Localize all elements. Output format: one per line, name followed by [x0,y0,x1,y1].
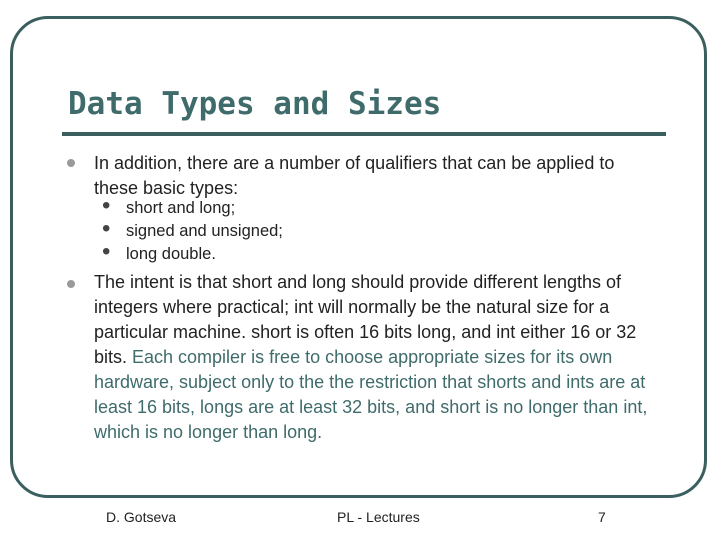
point-2-plain: The intent is that short and long should provide different lengths of integers where practical; int will normally be the natural size for a particular machine. short is often 16 bits long, and int either 16 or 32 bits. [94,272,637,367]
bullet-1-icon [67,159,75,167]
sub-bullet-icon: • [102,238,111,265]
point-2-accent: Each compiler is free to choose appropriate sizes for its own hardware, subject only to the the restriction that shorts and ints are at least 16 bits, longs are at least 32 bits, and short is no longer than int, which is no longer than long. [94,347,648,442]
subpoint-1-text: short and long; [126,199,236,217]
subpoint-2-text: signed and unsigned; [126,222,283,240]
bullet-2-icon [67,280,75,288]
sub-bullet-icon: • [102,215,111,242]
footer-course: PL - Lectures [337,509,420,525]
point-2 [94,270,654,445]
title-underline [62,132,666,136]
slide-title: Data Types and Sizes [68,86,442,122]
footer-page-number: 7 [598,509,606,525]
sub-bullet-icon: • [102,192,111,219]
point-1: In addition, there are a number of qualifiers that can be applied to these basic types: [94,153,615,198]
subpoint-3-text: long double. [126,245,216,263]
footer-author: D. Gotseva [106,509,177,525]
